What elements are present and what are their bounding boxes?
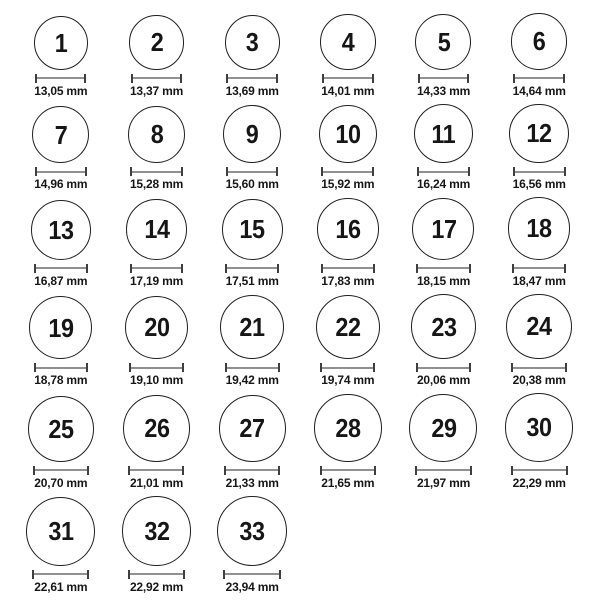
diameter-label: 23,94 mm [225,579,279,594]
ring-size-item [300,105,396,192]
ring-circle [123,395,190,462]
diameter-dimension-line [35,74,86,83]
ring-circle [320,14,376,70]
ring-size-number: 27 [239,413,265,443]
ring-circle [34,16,88,70]
ring-circle [415,14,471,70]
ring-size-row [13,496,587,594]
diameter-label: 21,65 mm [321,475,375,490]
ring-circle [31,200,91,260]
diameter-dimension-line [226,167,279,176]
diameter-label: 18,15 mm [416,273,471,288]
ring-size-item [109,296,205,388]
ring-size-number: 11 [431,118,456,149]
ring-size-number: 13 [48,214,74,245]
ring-size-number: 29 [430,412,457,443]
ring-size-item [109,106,205,192]
diameter-label: 17,83 mm [321,273,375,288]
ring-size-row [13,104,587,192]
ring-size-number: 25 [48,413,74,444]
diameter-label: 22,29 mm [512,475,566,490]
ring-circle [222,199,283,260]
diameter-label: 18,78 mm [34,373,88,387]
diameter-label: 20,70 mm [34,475,88,490]
ring-size-item [491,197,587,288]
ring-circle [505,393,574,462]
diameter-dimension-line [130,264,184,273]
diameter-label: 14,33 mm [416,83,471,98]
ring-size-number: 4 [341,26,355,57]
ring-size-item [13,106,109,191]
ring-size-number: 15 [239,214,265,244]
ring-circle [508,197,571,260]
ring-circle [122,496,192,566]
ring-size-item [491,393,587,490]
ring-size-number: 26 [143,413,170,444]
ring-size-item [109,395,205,490]
ring-circle [220,295,284,359]
ring-size-number: 21 [239,312,265,342]
ring-size-item [204,15,300,98]
ring-size-number: 28 [335,412,361,443]
diameter-label: 18,47 mm [512,273,566,288]
ring-circle [125,296,189,360]
diameter-dimension-line [129,363,184,372]
ring-size-row [13,294,587,388]
ring-size-item [491,294,587,388]
diameter-label: 13,69 mm [225,83,279,98]
diameter-dimension-line [128,466,184,475]
diameter-dimension-line [416,363,471,372]
ring-size-number: 14 [143,214,170,245]
ring-size-number: 7 [54,119,68,150]
ring-size-item [109,496,205,594]
diameter-dimension-line [35,167,87,176]
diameter-label: 13,05 mm [34,83,88,98]
ring-size-item [204,496,300,594]
diameter-dimension-line [511,363,567,372]
ring-size-item [300,295,396,388]
diameter-dimension-line [321,167,374,176]
ring-size-number: 6 [532,26,546,57]
diameter-label: 22,61 mm [34,579,88,594]
ring-size-item [491,104,587,192]
diameter-dimension-line [415,466,472,475]
diameter-label: 20,06 mm [416,373,471,387]
ring-circle [411,294,476,359]
diameter-label: 13,37 mm [129,83,184,98]
ring-circle [225,15,280,70]
ring-size-item [396,394,492,490]
diameter-dimension-line [225,363,280,372]
ring-size-item [300,394,396,490]
ring-size-item [204,395,300,490]
ring-circle [217,496,287,566]
ring-circle [509,104,569,164]
ring-size-number: 8 [150,119,163,150]
ring-size-number: 23 [430,311,457,342]
ring-size-item [491,13,587,98]
diameter-label: 15,60 mm [225,177,279,191]
diameter-dimension-line [322,74,374,83]
ring-size-item [13,200,109,288]
ring-size-number: 32 [143,515,170,546]
diameter-label: 17,19 mm [129,273,184,288]
diameter-label: 22,92 mm [129,579,184,594]
ring-size-number: 1 [54,27,68,58]
ring-circle [314,394,382,462]
ring-size-number: 5 [437,26,450,57]
diameter-dimension-line [34,264,87,273]
ring-size-item [204,199,300,288]
ring-size-item [300,14,396,98]
ring-size-item [13,396,109,490]
ring-size-item [109,199,205,288]
ring-circle [319,105,378,164]
ring-size-item [396,104,492,191]
diameter-dimension-line [513,167,566,176]
ring-circle [223,105,281,163]
diameter-label: 19,42 mm [225,373,279,387]
ring-size-number: 31 [48,516,74,546]
ring-circle [29,296,92,359]
diameter-label: 19,10 mm [129,373,184,387]
ring-size-item [396,294,492,387]
ring-circle [219,395,286,462]
diameter-dimension-line [130,167,182,176]
ring-circle [129,15,184,70]
diameter-dimension-line [511,466,568,475]
ring-size-row [13,393,587,490]
ring-circle [26,497,95,566]
ring-circle [126,199,187,260]
diameter-dimension-line [224,466,280,475]
diameter-label: 20,38 mm [512,373,566,387]
ring-circle [32,106,89,163]
ring-circle [316,295,381,360]
diameter-label: 21,97 mm [416,475,471,490]
diameter-label: 16,56 mm [512,177,566,191]
ring-circle [317,198,379,260]
ring-circle [412,198,474,260]
diameter-label: 21,33 mm [225,475,279,490]
diameter-dimension-line [320,466,376,475]
ring-circle [506,294,572,360]
diameter-dimension-line [32,570,89,579]
ring-size-number: 33 [239,515,265,546]
ring-size-number: 10 [335,118,361,149]
ring-size-item [13,296,109,387]
ring-size-number: 17 [430,213,457,244]
diameter-dimension-line [225,264,279,273]
diameter-label: 21,01 mm [129,475,184,490]
ring-size-number: 24 [526,311,552,342]
ring-size-item [396,14,492,98]
ring-size-number: 30 [526,412,552,443]
ring-size-number: 9 [245,119,259,149]
ring-circle [128,106,186,164]
diameter-label: 14,01 mm [321,83,375,98]
ring-size-number: 16 [335,213,361,244]
ring-circle [511,13,568,70]
ring-size-number: 12 [526,118,552,149]
ring-size-item [13,16,109,98]
ring-size-item [109,15,205,98]
diameter-label: 16,87 mm [34,273,88,288]
diameter-label: 19,74 mm [321,373,375,387]
diameter-dimension-line [321,264,375,273]
ring-size-item [300,198,396,288]
diameter-dimension-line [418,74,470,83]
diameter-dimension-line [417,167,470,176]
diameter-dimension-line [513,74,565,83]
ring-size-item [204,105,300,191]
ring-size-number: 20 [143,312,170,343]
ring-circle [28,396,94,462]
ring-size-row [13,197,587,288]
diameter-dimension-line [223,570,280,579]
diameter-dimension-line [34,363,89,372]
diameter-dimension-line [131,74,182,83]
diameter-dimension-line [226,74,277,83]
ring-size-item [13,497,109,594]
diameter-dimension-line [416,264,470,273]
ring-circle [409,394,477,462]
diameter-label: 14,96 mm [34,177,88,191]
diameter-label: 15,28 mm [129,177,184,191]
diameter-dimension-line [320,363,375,372]
diameter-dimension-line [512,264,566,273]
diameter-label: 17,51 mm [225,273,279,288]
diameter-dimension-line [33,466,89,475]
ring-size-item [204,295,300,387]
ring-size-number: 18 [526,213,552,244]
ring-circle [414,104,473,163]
ring-size-number: 3 [245,27,259,57]
ring-size-row [13,13,587,98]
ring-size-number: 2 [150,27,163,58]
ring-size-number: 22 [335,311,361,342]
ring-size-number: 19 [48,312,74,343]
diameter-dimension-line [128,570,185,579]
diameter-label: 14,64 mm [512,83,566,98]
diameter-label: 16,24 mm [416,177,471,191]
ring-size-item [396,198,492,288]
diameter-label: 15,92 mm [321,177,375,191]
